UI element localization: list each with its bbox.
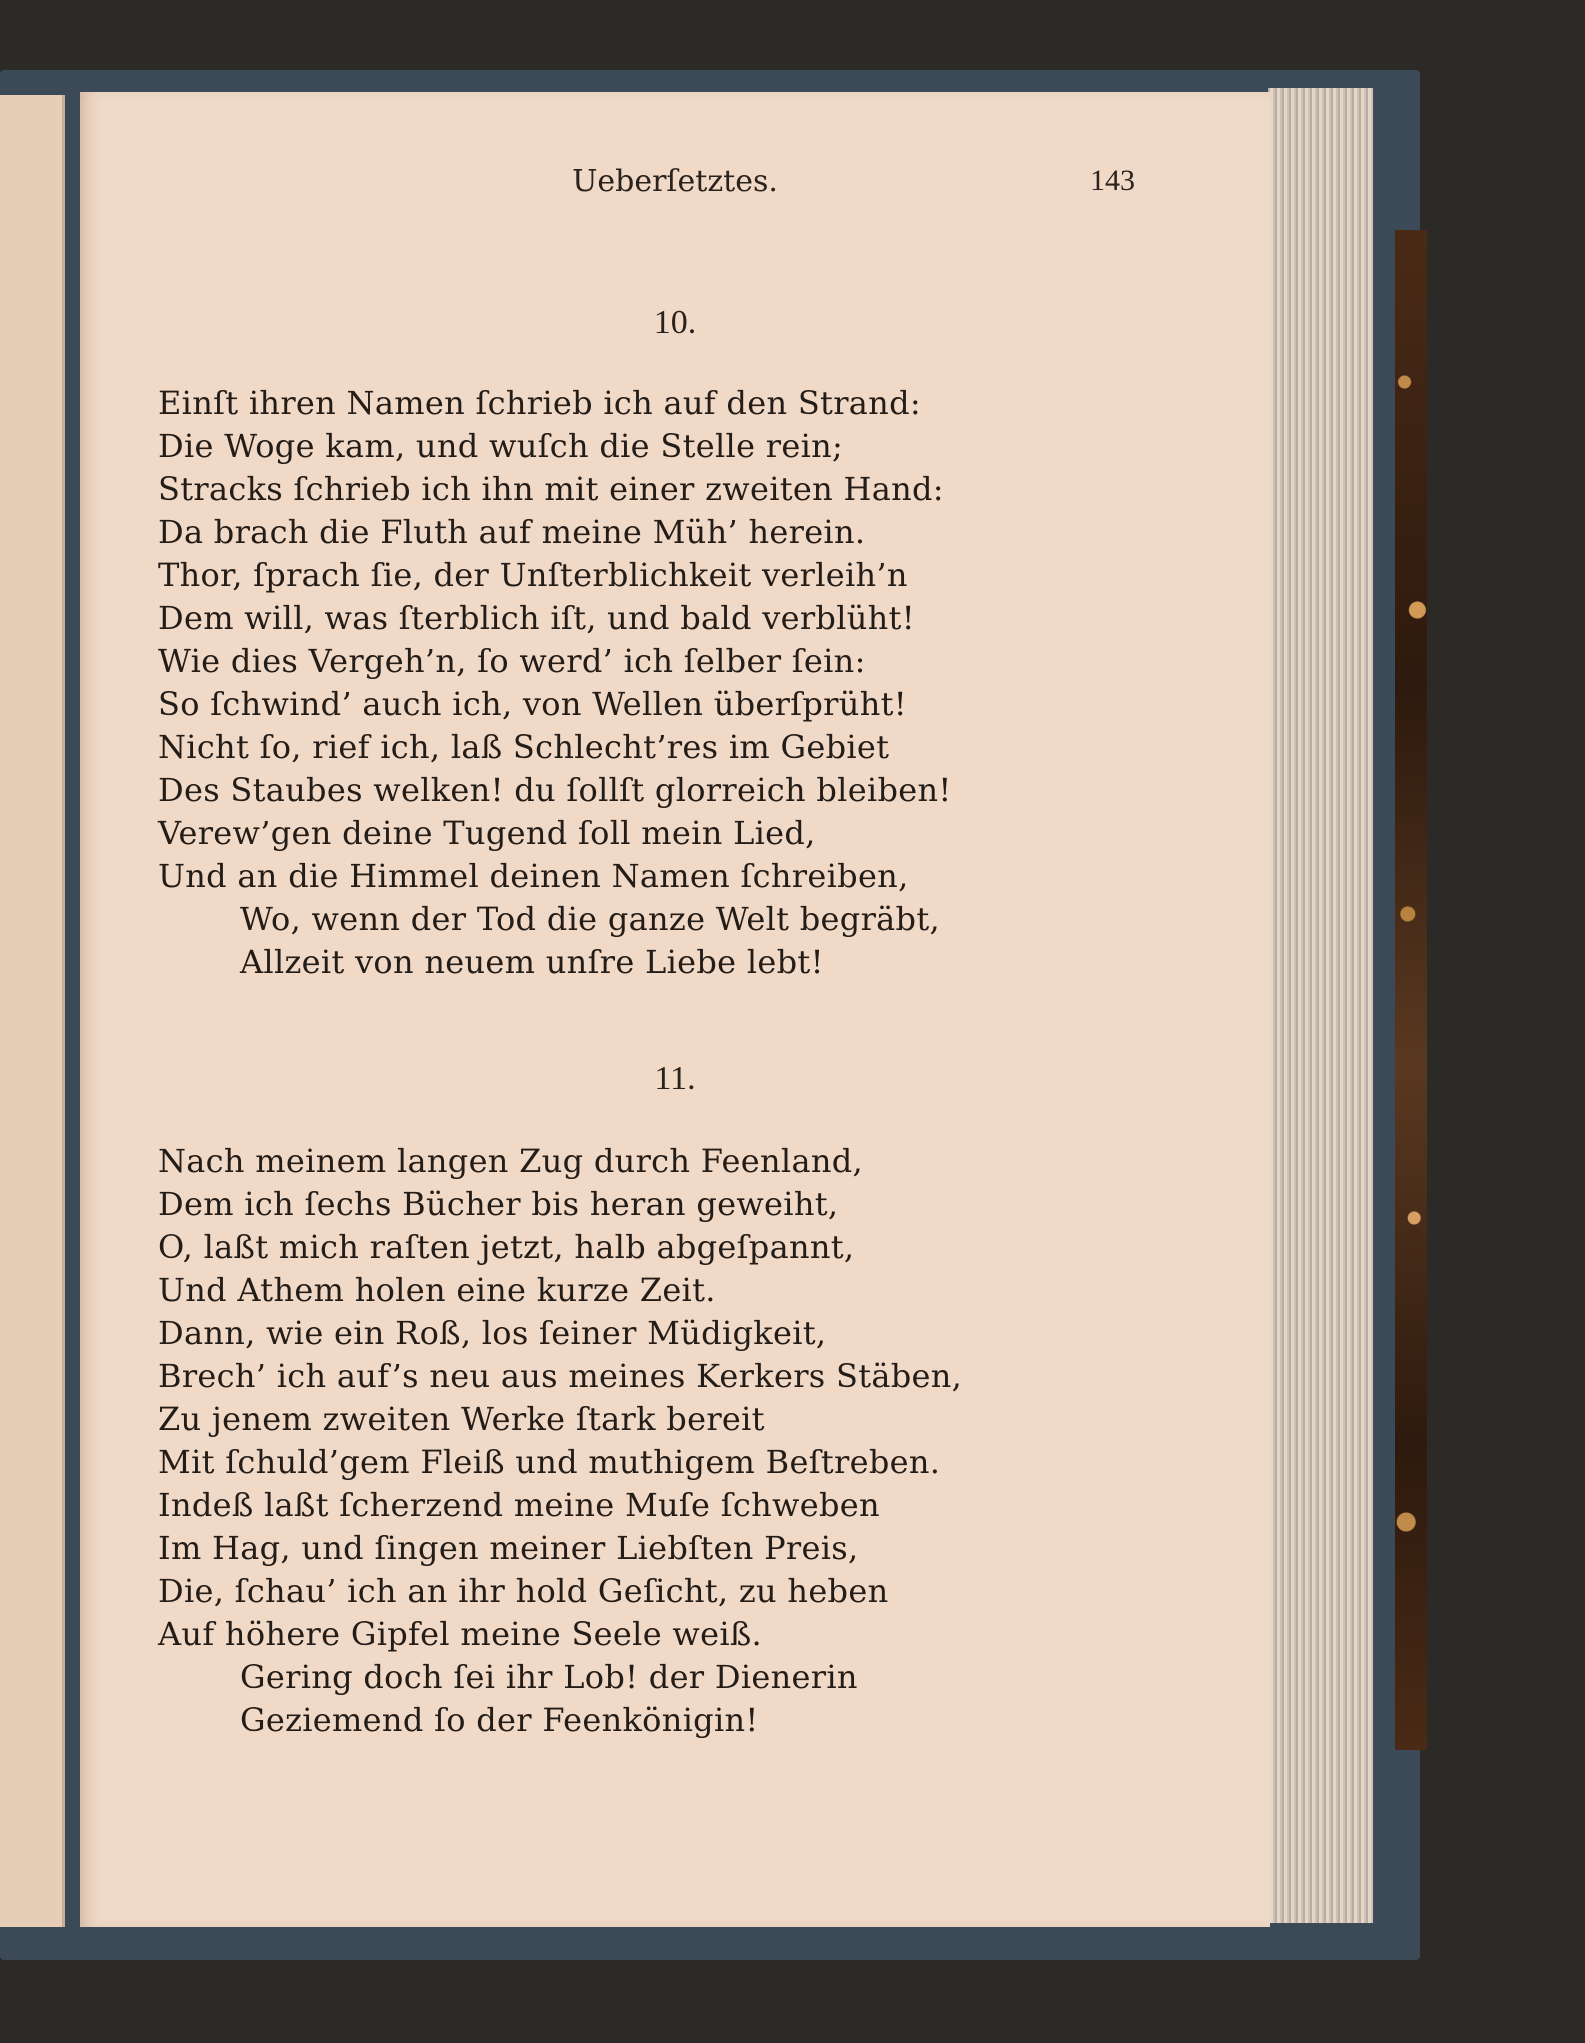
poem-number: 11. (654, 1060, 696, 1097)
poem-stanza (158, 382, 952, 984)
verse-line: Gering doch ſei ihr Lob! der Dienerin (240, 1658, 858, 1696)
verse-line: Allzeit von neuem unſre Liebe lebt! (240, 943, 824, 981)
verse-line: Dem will, was ſterblich iſt, und bald verblüht! (158, 599, 915, 637)
marbled-edge (1395, 230, 1427, 1750)
left-page-margin (0, 95, 65, 1927)
verse-line: Geziemend ſo der Feenkönigin! (240, 1701, 759, 1739)
verse-line: Und Athem holen eine kurze Zeit. (158, 1271, 716, 1309)
poem-stanza (158, 1140, 962, 1742)
book-page (80, 92, 1270, 1927)
verse-line: Des Staubes welken! du ſollſt glorreich bleiben! (158, 771, 952, 809)
verse-line: Verew’gen deine Tugend ſoll mein Lied, (158, 814, 816, 852)
verse-line: Indeß laßt ſcherzend meine Muſe ſchweben (158, 1486, 880, 1524)
verse-line: Die Woge kam, und wuſch die Stelle rein; (158, 427, 844, 465)
verse-line: So ſchwind’ auch ich, von Wellen überſprüht! (158, 685, 907, 723)
page-number: 143 (1090, 164, 1135, 197)
verse-line: Brech’ ich auf’s neu aus meines Kerkers Stäben, (158, 1357, 963, 1395)
verse-line: Nach meinem langen Zug durch Feenland, (158, 1142, 863, 1180)
poem-number: 10. (653, 304, 697, 341)
verse-line: Einſt ihren Namen ſchrieb ich auf den Strand: (158, 384, 921, 422)
verse-line: Da brach die Fluth auf meine Müh’ herein. (158, 513, 866, 551)
verse-line: Wie dies Vergeh’n, ſo werd’ ich ſelber ſein: (158, 642, 866, 680)
page-edges (1268, 88, 1373, 1923)
verse-line: Thor, ſprach ſie, der Unſterblichkeit verleih’n (158, 556, 908, 594)
running-head (80, 164, 1270, 214)
header-title: Ueberſetztes. (572, 164, 778, 199)
verse-line: Auf höhere Gipfel meine Seele weiß. (158, 1615, 763, 1653)
verse-line: Stracks ſchrieb ich ihn mit einer zweiten Hand: (158, 470, 944, 508)
verse-line: Im Hag, und ſingen meiner Liebſten Preis, (158, 1529, 859, 1567)
verse-line: Nicht ſo, rief ich, laß Schlecht’res im Gebiet (158, 728, 890, 766)
verse-line: Wo, wenn der Tod die ganze Welt begräbt, (240, 900, 940, 938)
verse-line: Dem ich ſechs Bücher bis heran geweiht, (158, 1185, 839, 1223)
verse-line: Zu jenem zweiten Werke ſtark bereit (158, 1400, 765, 1438)
verse-line: Mit ſchuld’gem Fleiß und muthigem Beſtreben. (158, 1443, 941, 1481)
verse-line: Dann, wie ein Roß, los ſeiner Müdigkeit, (158, 1314, 827, 1352)
verse-line: Und an die Himmel deinen Namen ſchreiben, (158, 857, 909, 895)
verse-line: O, laßt mich raſten jetzt, halb abgeſpannt, (158, 1228, 855, 1266)
verse-line: Die, ſchau’ ich an ihr hold Geſicht, zu heben (158, 1572, 889, 1610)
